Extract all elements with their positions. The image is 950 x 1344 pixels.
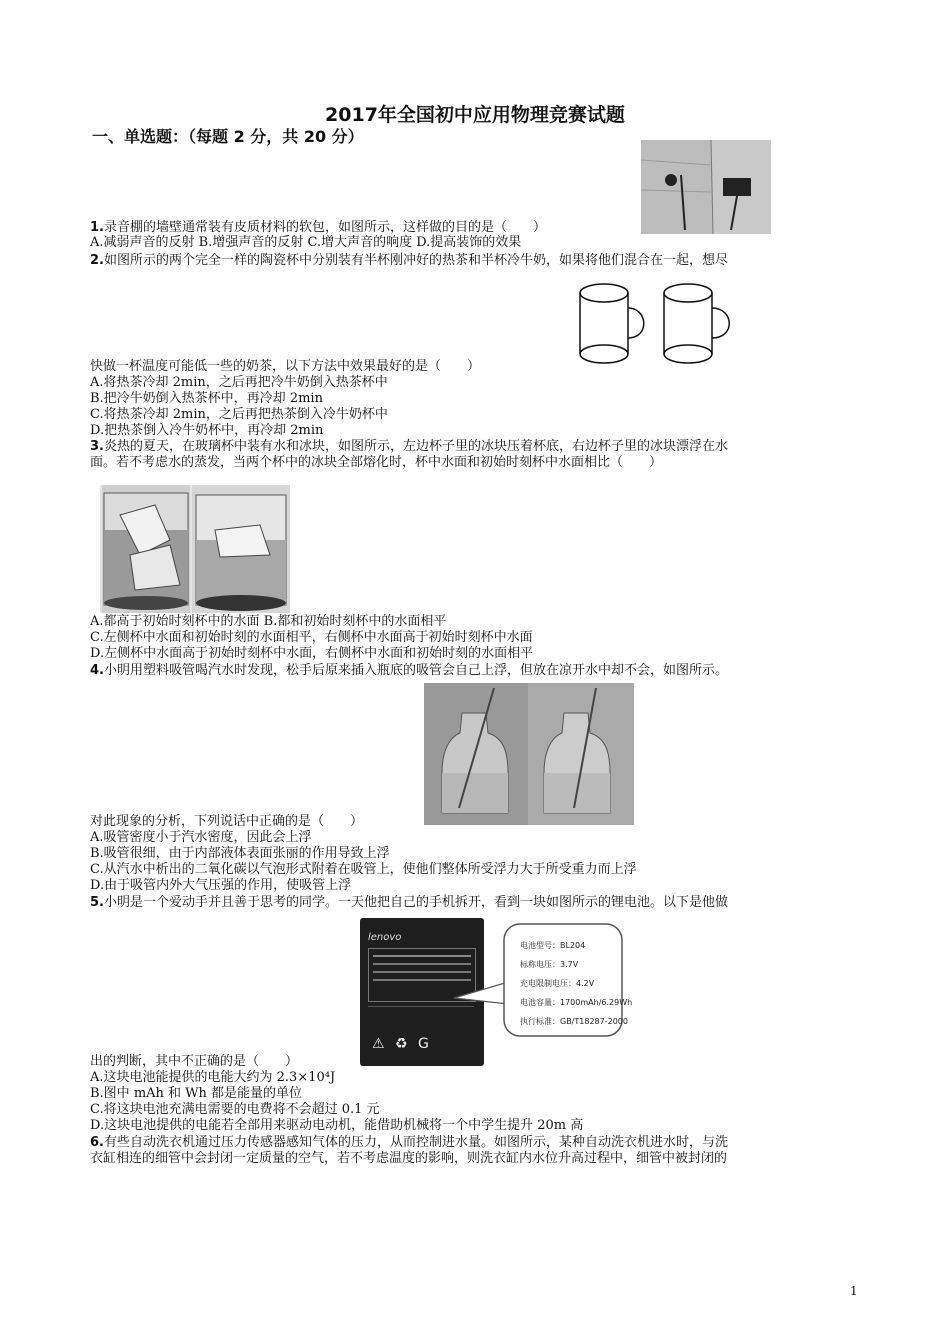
mugs-figure bbox=[576, 280, 741, 368]
question-number: 2. bbox=[90, 253, 104, 268]
question-number: 1. bbox=[90, 220, 104, 235]
studio-photo bbox=[641, 140, 771, 234]
answer-options: A.减弱声音的反射 B.增强声音的反射 C.增大声音的响度 D.提高装饰的效果 bbox=[90, 235, 522, 250]
option-d: D.把热茶倒入冷牛奶杯中，再冷却 2min bbox=[90, 423, 324, 438]
option-c: C.将热茶冷却 2min，之后再把热茶倒入冷牛奶杯中 bbox=[90, 407, 388, 422]
option-c: C.从汽水中析出的二氧化碳以气泡形式附着在吸管上，使他们整体所受浮力大于所受重力而上浮 bbox=[90, 862, 637, 877]
page-number: 1 bbox=[850, 1284, 858, 1298]
option-b: B.图中 mAh 和 Wh 都是能量的单位 bbox=[90, 1086, 303, 1101]
battery-figure bbox=[358, 918, 640, 1068]
page-title: 2017年全国初中应用物理竞赛试题 bbox=[325, 104, 625, 126]
question-text: 如图所示的两个完全一样的陶瓷杯中分别装有半杯刚冲好的热茶和半杯冷牛奶，如果将他们混合在一起，想尽 bbox=[103, 253, 728, 268]
option-c: C.左侧杯中水面和初始时刻的水面相平，右侧杯中水面高于初始时刻杯中水面 bbox=[90, 630, 533, 645]
option-d: D.这块电池提供的电能若全部用来驱动电动机，能借助机械将一个中学生提升 20m 高 bbox=[90, 1118, 584, 1133]
question-number: 5. bbox=[90, 895, 104, 910]
battery-label-row: 电池型号：BL204 bbox=[520, 941, 586, 950]
option-a: A.这块电池能提供的电能大约为 2.3×10⁴J bbox=[90, 1070, 336, 1085]
question-text: 小明用塑料吸管喝汽水时发现，松手后原来插入瓶底的吸管会自己上浮，但放在凉开水中却不会，如图所示。 bbox=[103, 663, 728, 678]
battery-label-row: 充电限制电压：4.2V bbox=[520, 979, 595, 988]
option-a: A.吸管密度小于汽水密度，因此会上浮 bbox=[90, 830, 312, 845]
question-text: 面。若不考虑水的蒸发，当两个杯中的冰块全部熔化时，杯中水面和初始时刻杯中水面相比（ ） bbox=[90, 455, 663, 470]
straw-bottles-photo bbox=[424, 683, 634, 825]
battery-brand: lenovo bbox=[368, 932, 402, 943]
battery-icons: ⚠ ♻ G bbox=[372, 1036, 432, 1052]
question-text: 出的判断，其中不正确的是（ ） bbox=[90, 1054, 299, 1069]
battery-label-row: 电池容量：1700mAh/6.29Wh bbox=[520, 998, 633, 1007]
option-ab: A.都高于初始时刻杯中的水面 B.都和初始时刻杯中的水面相平 bbox=[90, 614, 447, 629]
option-d: D.由于吸管内外大气压强的作用，使吸管上浮 bbox=[90, 878, 352, 893]
question-number: 4. bbox=[90, 663, 104, 678]
option-d: D.左侧杯中水面高于初始时刻杯中水面，右侧杯中水面和初始时刻的水面相平 bbox=[90, 646, 534, 661]
question-number: 3. bbox=[90, 439, 104, 454]
battery-label-row: 执行标准：GB/T18287-2000 bbox=[520, 1017, 628, 1026]
question-text: 录音棚的墙壁通常装有皮质材料的软包，如图所示，这样做的目的是（ ） bbox=[103, 220, 546, 235]
option-b: B.吸管很细，由于内部液体表面张丽的作用导致上浮 bbox=[90, 846, 390, 861]
option-a: A.将热茶冷却 2min，之后再把冷牛奶倒入热茶杯中 bbox=[90, 375, 388, 390]
question-text: 小明是一个爱动手并且善于思考的同学。一天他把自己的手机拆开，看到一块如图所示的锂电池。以下是他做 bbox=[103, 895, 728, 910]
ice-glasses-photo bbox=[100, 485, 290, 613]
question-text: 衣缸相连的细管中会封闭一定质量的空气，若不考虑温度的影响，则洗衣缸内水位升高过程中，细管中被封闭的 bbox=[90, 1151, 728, 1166]
question-text: 炎热的夏天，在玻璃杯中装有水和冰块，如图所示，左边杯子里的冰块压着杯底，右边杯子里的冰块漂浮在水 bbox=[103, 439, 728, 454]
option-c: C.将这块电池充满电需要的电费将不会超过 0.1 元 bbox=[90, 1102, 380, 1117]
question-number: 6. bbox=[90, 1135, 104, 1150]
section-heading: 一、单选题：（每题 2 分，共 20 分） bbox=[92, 127, 364, 146]
option-b: B.把冷牛奶倒入热茶杯中，再冷却 2min bbox=[90, 391, 323, 406]
question-text: 快做一杯温度可能低一些的奶茶，以下方法中效果最好的是（ ） bbox=[90, 359, 481, 374]
battery-label-row: 标称电压：3.7V bbox=[520, 960, 579, 969]
question-text: 对此现象的分析，下列说话中正确的是（ ） bbox=[90, 814, 364, 829]
question-text: 有些自动洗衣机通过压力传感器感知气体的压力，从而控制进水量。如图所示，某种自动洗衣机进水时，与洗 bbox=[103, 1135, 728, 1150]
